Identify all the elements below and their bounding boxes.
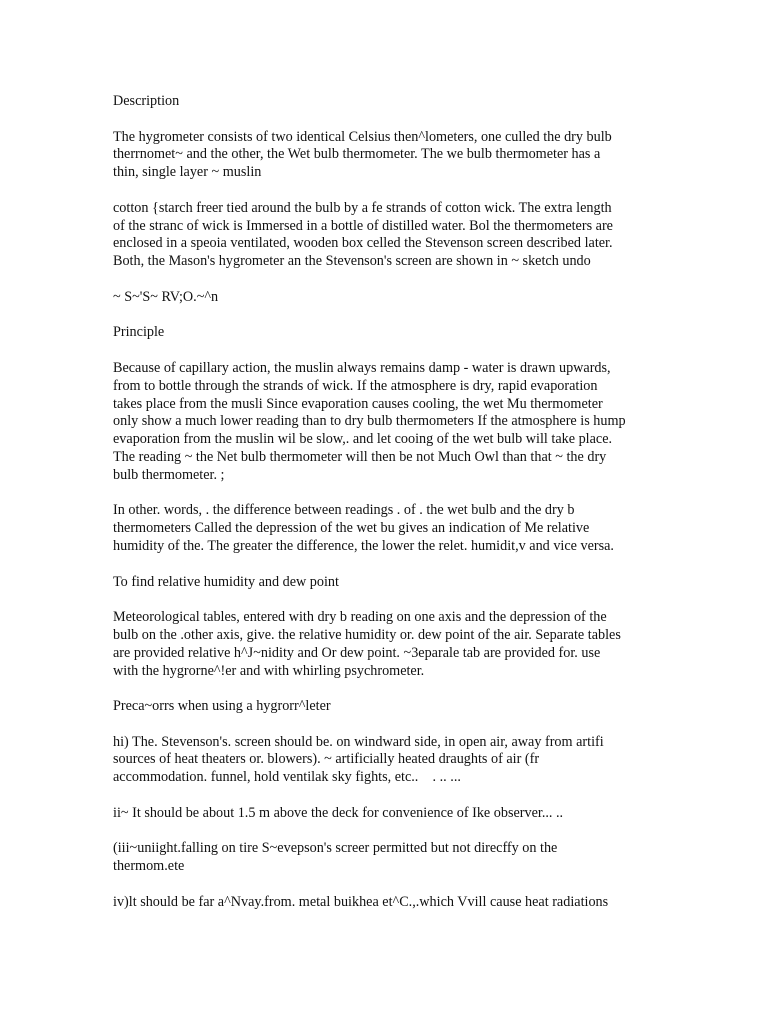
text-line: thermom.ete	[113, 858, 185, 875]
text-line: accommodation. funnel, hold ventilak sky fights, etc.. . .. ...	[113, 769, 461, 786]
text-line: only show a much lower reading than to dry bulb thermometers If the atmosphere is hump	[113, 413, 626, 430]
text-line: humidity of the. The greater the difference, the lower the relet. humidit,v and vice versa.	[113, 537, 614, 554]
text-line: (iii~uniight.falling on tire S~evepson's screer permitted but not direcffy on the	[113, 840, 558, 857]
heading-precautions	[113, 698, 661, 716]
text-line: ii~ It should be about 1.5 m above the deck for convenience of Ike observer... ..	[113, 804, 564, 821]
text-line: thin, single layer ~ muslin	[113, 164, 262, 181]
paragraph-tables	[113, 609, 661, 680]
item-iv	[113, 894, 661, 912]
paragraph-principle	[113, 360, 661, 485]
garbled-line	[113, 289, 661, 307]
text-line: ~ S~'S~ RV;O.~^n	[113, 288, 219, 305]
item-ii	[113, 805, 661, 823]
text-line: Meteorological tables, entered with dry b reading on one axis and the depression of the	[113, 609, 607, 626]
text-line: The reading ~ the Net bulb thermometer will then be not Much Owl than that ~ the dry	[113, 448, 607, 465]
text-line: therrnomet~ and the other, the Wet bulb thermometer. The we bulb thermometer has a	[113, 146, 601, 163]
text-line: The hygrometer consists of two identical Celsius then^lometers, one culled the dry bulb	[113, 128, 612, 145]
text-line: thermometers Called the depression of the wet bu gives an indication of Me relative	[113, 520, 590, 537]
text-line: In other. words, . the difference between readings . of . the wet bulb and the dry b	[113, 502, 575, 519]
paragraph-other-words	[113, 502, 661, 555]
text-line: sources of heat theaters or. blowers). ~ artificially heated draughts of air (fr	[113, 751, 540, 768]
text-line: iv)lt should be far a^Nvay.from. metal buikhea et^C.,.which Vvill cause heat radiations	[113, 893, 609, 910]
text-line: Description	[113, 93, 180, 109]
text-line: Preca~orrs when using a hygrorr^leter	[113, 698, 331, 715]
text-line: hi) The. Stevenson's. screen should be. on windward side, in open air, away from artifi	[113, 733, 604, 750]
text-line: takes place from the musli Since evaporation causes cooling, the wet Mu thermometer	[113, 395, 603, 412]
text-line: with the hygrorne^!er and with whirling psychrometer.	[113, 662, 425, 679]
text-line: enclosed in a speoia ventilated, wooden box celled the Stevenson screen described later.	[113, 235, 613, 252]
text-line: bulb on the .other axis, give. the relative humidity or. dew point of the air. Separate tables	[113, 626, 621, 643]
heading-description	[113, 93, 661, 111]
document-page	[113, 93, 661, 912]
text-line: evaporation from the muslin wil be slow,. and let cooing of the wet bulb will take place.	[113, 431, 613, 448]
text-line: Because of capillary action, the muslin always remains damp - water is drawn upwards,	[113, 359, 611, 376]
text-line: bulb thermometer. ;	[113, 466, 225, 483]
item-iii	[113, 840, 661, 876]
heading-principle	[113, 324, 661, 342]
paragraph-cotton	[113, 200, 661, 271]
paragraph-intro	[113, 129, 661, 182]
text-line: are provided relative h^J~nidity and Or dew point. ~3eparale tab are provided for. use	[113, 644, 601, 661]
text-line: from to bottle through the strands of wick. If the atmosphere is dry, rapid evaporation	[113, 377, 598, 394]
heading-relative-humidity	[113, 574, 661, 592]
item-i	[113, 734, 661, 787]
text-line: To find relative humidity and dew point	[113, 573, 339, 590]
text-line: cotton {starch freer tied around the bulb by a fe strands of cotton wick. The extra length	[113, 199, 612, 216]
text-line: of the stranc of wick is Immersed in a bottle of distilled water. Bol the thermometers are	[113, 217, 613, 234]
text-line: Both, the Mason's hygrometer an the Stevenson's screen are shown in ~ sketch undo	[113, 253, 591, 270]
text-line: Principle	[113, 324, 165, 341]
